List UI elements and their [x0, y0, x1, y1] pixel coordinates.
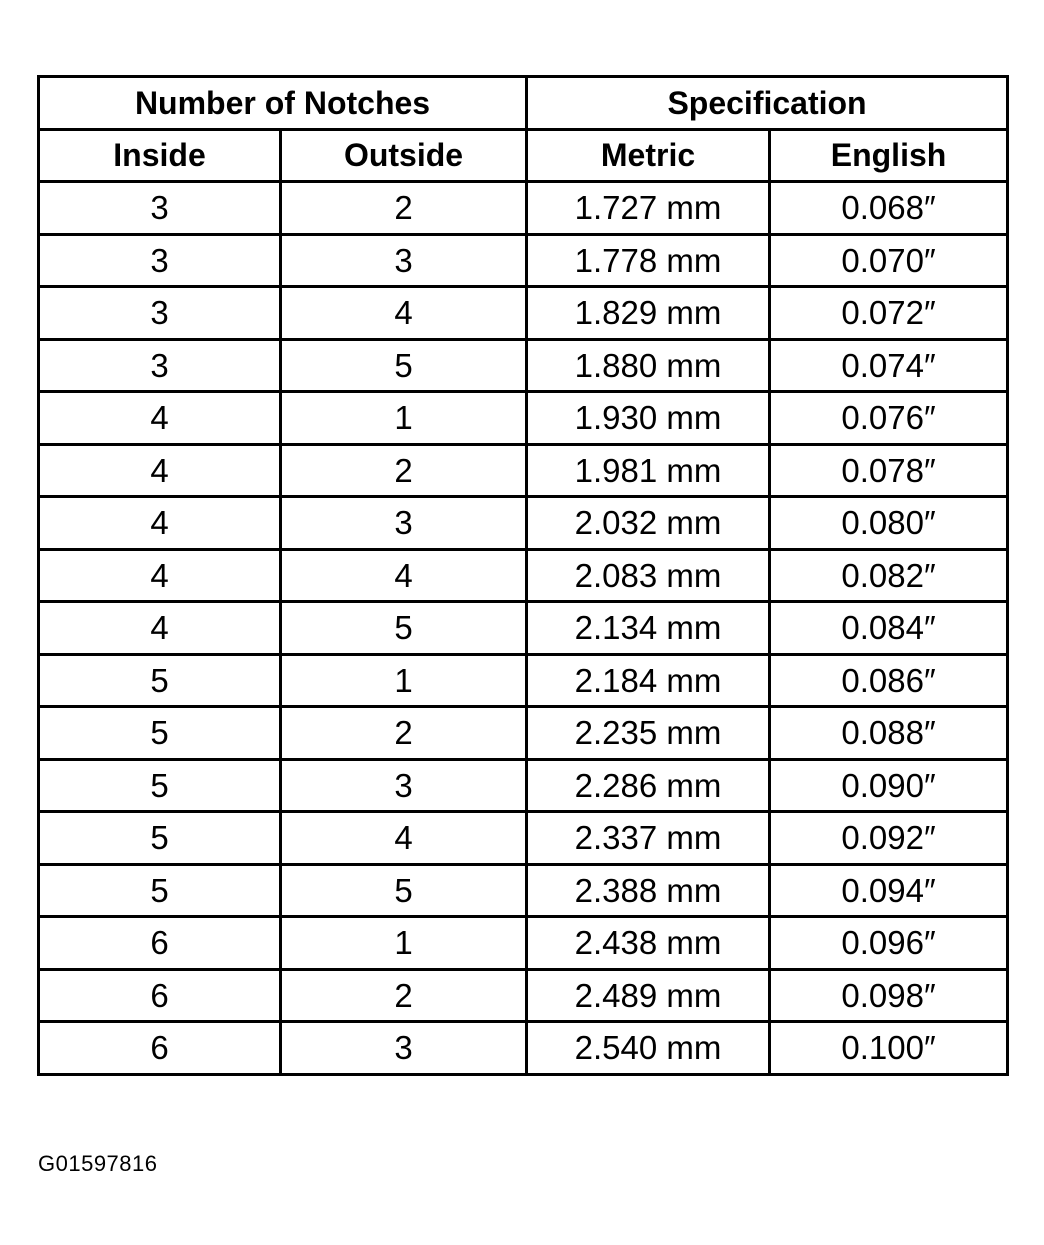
- english-cell: 0.068″: [770, 182, 1008, 235]
- metric-cell: 1.727 mm: [527, 182, 770, 235]
- table-row: [39, 339, 1008, 392]
- outside-column-header: Outside: [281, 129, 527, 182]
- table-row: [39, 864, 1008, 917]
- metric-column-header: Metric: [527, 129, 770, 182]
- table-row: [39, 759, 1008, 812]
- metric-cell: 1.880 mm: [527, 339, 770, 392]
- metric-cell: 1.930 mm: [527, 392, 770, 445]
- english-cell: 0.074″: [770, 339, 1008, 392]
- outside-cell: 5: [281, 864, 527, 917]
- table-row: [39, 654, 1008, 707]
- english-cell: 0.098″: [770, 969, 1008, 1022]
- outside-cell: 4: [281, 549, 527, 602]
- inside-cell: 6: [39, 1022, 281, 1075]
- table-row: [39, 1022, 1008, 1075]
- inside-cell: 6: [39, 969, 281, 1022]
- outside-cell: 3: [281, 1022, 527, 1075]
- english-cell: 0.094″: [770, 864, 1008, 917]
- inside-cell: 3: [39, 339, 281, 392]
- metric-cell: 2.032 mm: [527, 497, 770, 550]
- metric-cell: 2.184 mm: [527, 654, 770, 707]
- figure-id: G01597816: [38, 1151, 158, 1176]
- table-row: [39, 969, 1008, 1022]
- english-cell: 0.090″: [770, 759, 1008, 812]
- english-cell: 0.082″: [770, 549, 1008, 602]
- english-cell: 0.076″: [770, 392, 1008, 445]
- inside-cell: 5: [39, 654, 281, 707]
- table-row: [39, 917, 1008, 970]
- inside-cell: 4: [39, 392, 281, 445]
- english-cell: 0.086″: [770, 654, 1008, 707]
- metric-cell: 2.235 mm: [527, 707, 770, 760]
- table-row: [39, 444, 1008, 497]
- metric-cell: 2.540 mm: [527, 1022, 770, 1075]
- outside-cell: 5: [281, 339, 527, 392]
- table-body: [39, 182, 1008, 1075]
- metric-cell: 1.981 mm: [527, 444, 770, 497]
- metric-cell: 2.489 mm: [527, 969, 770, 1022]
- english-cell: 0.092″: [770, 812, 1008, 865]
- inside-cell: 4: [39, 444, 281, 497]
- inside-cell: 3: [39, 287, 281, 340]
- english-cell: 0.078″: [770, 444, 1008, 497]
- inside-cell: 4: [39, 602, 281, 655]
- english-cell: 0.088″: [770, 707, 1008, 760]
- table-row: [39, 812, 1008, 865]
- outside-cell: 1: [281, 392, 527, 445]
- outside-cell: 2: [281, 707, 527, 760]
- outside-cell: 3: [281, 497, 527, 550]
- table-row: [39, 707, 1008, 760]
- table-row: [39, 287, 1008, 340]
- table-row: [39, 182, 1008, 235]
- outside-cell: 3: [281, 759, 527, 812]
- english-column-header: English: [770, 129, 1008, 182]
- inside-cell: 3: [39, 182, 281, 235]
- inside-cell: 5: [39, 759, 281, 812]
- column-header-row: [39, 129, 1008, 182]
- inside-cell: 4: [39, 549, 281, 602]
- specification-group-header: Specification: [527, 77, 1008, 130]
- table-row: [39, 497, 1008, 550]
- english-cell: 0.100″: [770, 1022, 1008, 1075]
- group-header-row: [39, 77, 1008, 130]
- metric-cell: 2.337 mm: [527, 812, 770, 865]
- outside-cell: 2: [281, 969, 527, 1022]
- table-row: [39, 602, 1008, 655]
- english-cell: 0.080″: [770, 497, 1008, 550]
- inside-cell: 5: [39, 707, 281, 760]
- outside-cell: 2: [281, 182, 527, 235]
- inside-cell: 6: [39, 917, 281, 970]
- notches-group-header: Number of Notches: [39, 77, 527, 130]
- metric-cell: 1.778 mm: [527, 234, 770, 287]
- table-row: [39, 392, 1008, 445]
- english-cell: 0.072″: [770, 287, 1008, 340]
- inside-cell: 5: [39, 812, 281, 865]
- english-cell: 0.070″: [770, 234, 1008, 287]
- inside-cell: 4: [39, 497, 281, 550]
- outside-cell: 2: [281, 444, 527, 497]
- table-header: [39, 77, 1008, 182]
- english-cell: 0.096″: [770, 917, 1008, 970]
- metric-cell: 1.829 mm: [527, 287, 770, 340]
- metric-cell: 2.286 mm: [527, 759, 770, 812]
- outside-cell: 4: [281, 287, 527, 340]
- metric-cell: 2.438 mm: [527, 917, 770, 970]
- metric-cell: 2.388 mm: [527, 864, 770, 917]
- outside-cell: 3: [281, 234, 527, 287]
- metric-cell: 2.083 mm: [527, 549, 770, 602]
- inside-cell: 3: [39, 234, 281, 287]
- outside-cell: 1: [281, 917, 527, 970]
- table-row: [39, 234, 1008, 287]
- outside-cell: 1: [281, 654, 527, 707]
- english-cell: 0.084″: [770, 602, 1008, 655]
- inside-column-header: Inside: [39, 129, 281, 182]
- outside-cell: 4: [281, 812, 527, 865]
- metric-cell: 2.134 mm: [527, 602, 770, 655]
- outside-cell: 5: [281, 602, 527, 655]
- table-row: [39, 549, 1008, 602]
- notch-specification-table: [37, 75, 1009, 1076]
- inside-cell: 5: [39, 864, 281, 917]
